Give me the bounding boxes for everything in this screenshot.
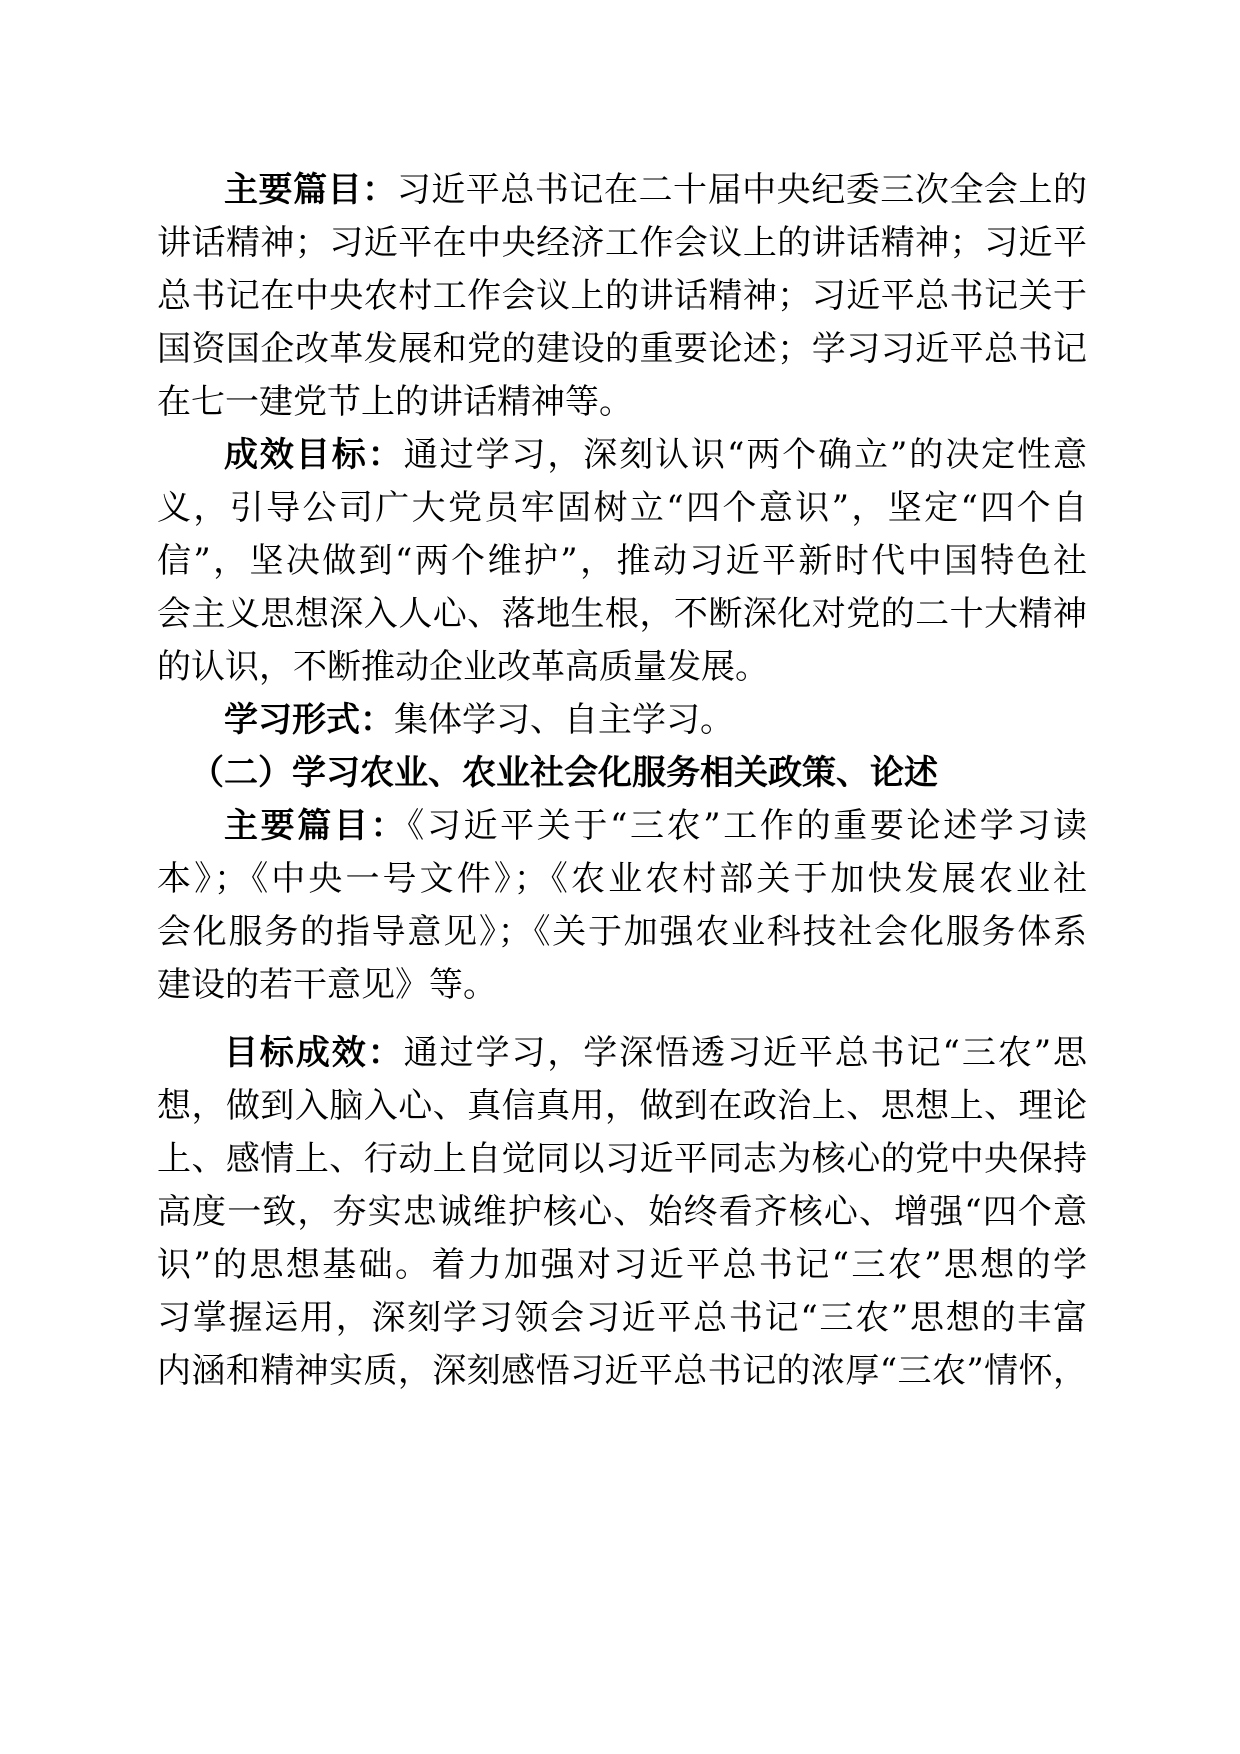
study-form-text: 集体学习、自主学习。: [394, 700, 734, 740]
main-articles-line-3: 总书记在中央农村工作会议上的讲话精神；习近平总书记关于: [157, 276, 1087, 316]
goals-line-2: 义，引导公司广大党员牢固树立“四个意识”，坚定“四个自: [157, 488, 1087, 528]
goals-line-3: 信”，坚决做到“两个维护”，推动习近平新时代中国特色社: [157, 541, 1087, 581]
section2-goals-line-6: 习掌握运用，深刻学习领会习近平总书记“三农”思想的丰富: [157, 1298, 1087, 1338]
main-articles-line-4: 国资国企改革发展和党的建设的重要论述；学习习近平总书记: [157, 329, 1087, 369]
section2-goals-line-3: 上、感情上、行动上自觉同以习近平同志为核心的党中央保持: [157, 1139, 1087, 1179]
section2-goals-line-5: 识”的思想基础。着力加强对习近平总书记“三农”思想的学: [157, 1245, 1087, 1285]
section2-goals-line-4: 高度一致，夯实忠诚维护核心、始终看齐核心、增强“四个意: [157, 1192, 1087, 1232]
section2-main-articles-line-4: 建设的若干意见》等。: [157, 965, 497, 1005]
main-articles-line-5: 在七一建党节上的讲话精神等。: [157, 382, 633, 422]
section2-main-articles-text: 《习近平关于“三农”工作的重要论述学习读: [407, 806, 1088, 846]
goals-label: 成效目标：: [224, 435, 404, 475]
main-articles-text: 习近平总书记在二十届中央纪委三次全会上的: [396, 170, 1088, 210]
section2-main-articles-line-1: [224, 797, 1087, 855]
section2-goals-line-7: 内涵和精神实质，深刻感悟习近平总书记的浓厚“三农”情怀，: [157, 1351, 1087, 1391]
section2-goals-label: 目标成效：: [224, 1033, 404, 1073]
main-articles-paragraph-line-1: [224, 161, 1087, 219]
main-articles-label: 主要篇目：: [224, 170, 397, 210]
goals-line-4: 会主义思想深入人心、落地生根，不断深化对党的二十大精神: [157, 594, 1087, 634]
goals-paragraph-line-1: [224, 426, 1087, 484]
section2-main-articles-line-2: 本》；《中央一号文件》；《农业农村部关于加快发展农业社: [157, 859, 1087, 899]
section2-goals-line-1: [224, 1024, 1087, 1082]
section2-goals-text: 通过学习，学深悟透习近平总书记“三农”思: [403, 1033, 1088, 1073]
main-articles-line-2: 讲话精神；习近平在中央经济工作会议上的讲话精神；习近平: [157, 223, 1087, 263]
study-form-label: 学习形式：: [224, 700, 394, 740]
section2-goals-line-2: 想，做到入脑入心、真信真用，做到在政治上、思想上、理论: [157, 1086, 1087, 1126]
section-2-heading: （二）学习农业、农业社会化服务相关政策、论述: [190, 753, 938, 793]
goals-line-5: 的认识，不断推动企业改革高质量发展。: [157, 647, 769, 687]
section2-main-articles-label: 主要篇目：: [224, 806, 408, 846]
goals-text: 通过学习，深刻认识“两个确立”的决定性意: [403, 435, 1088, 475]
section2-main-articles-line-3: 会化服务的指导意见》；《关于加强农业科技社会化服务体系: [157, 912, 1087, 952]
study-form-paragraph: [224, 691, 1087, 749]
